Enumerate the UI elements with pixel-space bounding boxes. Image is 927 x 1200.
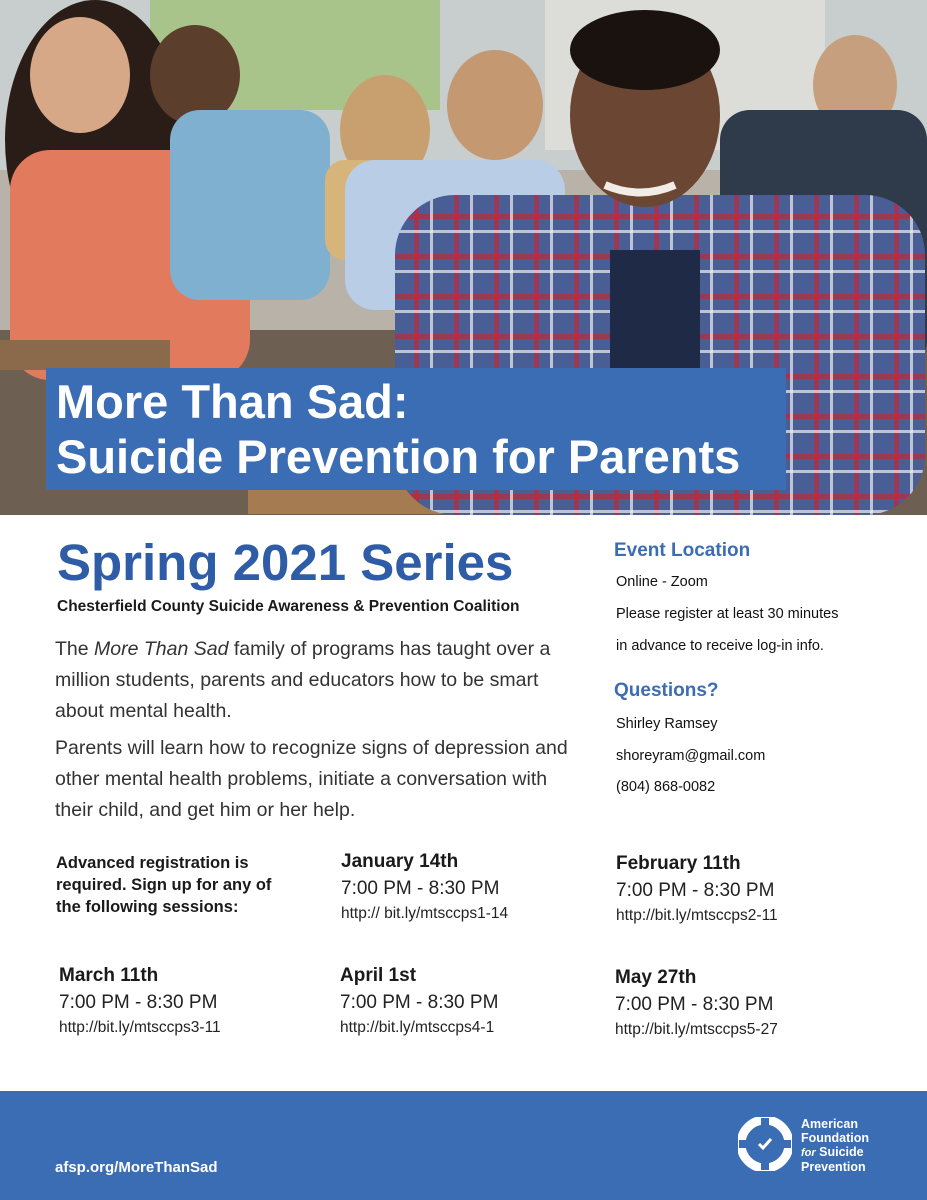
lifebuoy-logo-icon: [738, 1117, 792, 1171]
session-may: [615, 968, 778, 1038]
session-time: 7:00 PM - 8:30 PM: [615, 994, 774, 1015]
questions-heading: Questions?: [614, 680, 719, 701]
session-time: 7:00 PM - 8:30 PM: [341, 878, 500, 899]
session-date: January 14th: [341, 851, 459, 872]
session-link[interactable]: http://bit.ly/mtsccps4-1: [340, 1019, 495, 1036]
session-date: February 11th: [616, 853, 741, 874]
contact-name: Shirley Ramsey: [616, 716, 718, 732]
intro-paragraph-2: Parents will learn how to recognize signs of depression and other mental health problems, initiate a conversation with their child, and get him or her help.: [55, 737, 568, 821]
location-note-2: in advance to receive log-in info.: [616, 638, 824, 654]
contact-phone[interactable]: (804) 868-0082: [616, 779, 716, 795]
session-link[interactable]: http:// bit.ly/mtsccps1-14: [341, 905, 509, 922]
series-heading: Spring 2021 Series: [57, 534, 514, 591]
contact-email[interactable]: shoreyram@gmail.com: [616, 748, 766, 764]
session-link[interactable]: http://bit.ly/mtsccps5-27: [615, 1021, 778, 1038]
title-line-2: Suicide Prevention for Parents: [56, 430, 741, 483]
session-time: 7:00 PM - 8:30 PM: [340, 992, 499, 1013]
session-february: [616, 854, 778, 924]
session-time: 7:00 PM - 8:30 PM: [59, 992, 218, 1013]
footer-website-link[interactable]: afsp.org/MoreThanSad: [55, 1159, 218, 1176]
location-note-1: Please register at least 30 minutes: [616, 606, 839, 622]
session-date: March 11th: [59, 965, 159, 986]
title-line-1: More Than Sad:: [56, 375, 409, 428]
session-january: [341, 852, 508, 922]
program-name: More Than Sad: [94, 638, 229, 660]
title-banner: [46, 368, 786, 490]
session-april: [340, 966, 498, 1036]
intro-paragraph-1: The More Than Sad family of programs has taught over a million students, parents and educators how to be smart about mental health.: [55, 638, 551, 722]
session-time: 7:00 PM - 8:30 PM: [616, 880, 775, 901]
session-date: May 27th: [615, 967, 697, 988]
location-platform: Online - Zoom: [616, 574, 708, 590]
session-march: [59, 966, 221, 1036]
session-date: April 1st: [340, 965, 417, 986]
afsp-logo-text: American Foundation for Suicide Prevention: [801, 1117, 870, 1174]
session-link[interactable]: http://bit.ly/mtsccps2-11: [616, 907, 778, 924]
session-link[interactable]: http://bit.ly/mtsccps3-11: [59, 1019, 221, 1036]
registration-note: Advanced registration is required. Sign up for any of the following sessions:: [56, 854, 272, 916]
footer-bar: [0, 1091, 927, 1200]
coalition-name: Chesterfield County Suicide Awareness & Prevention Coalition: [57, 598, 520, 615]
event-location-heading: Event Location: [614, 540, 751, 561]
hero-photo: [0, 0, 927, 515]
